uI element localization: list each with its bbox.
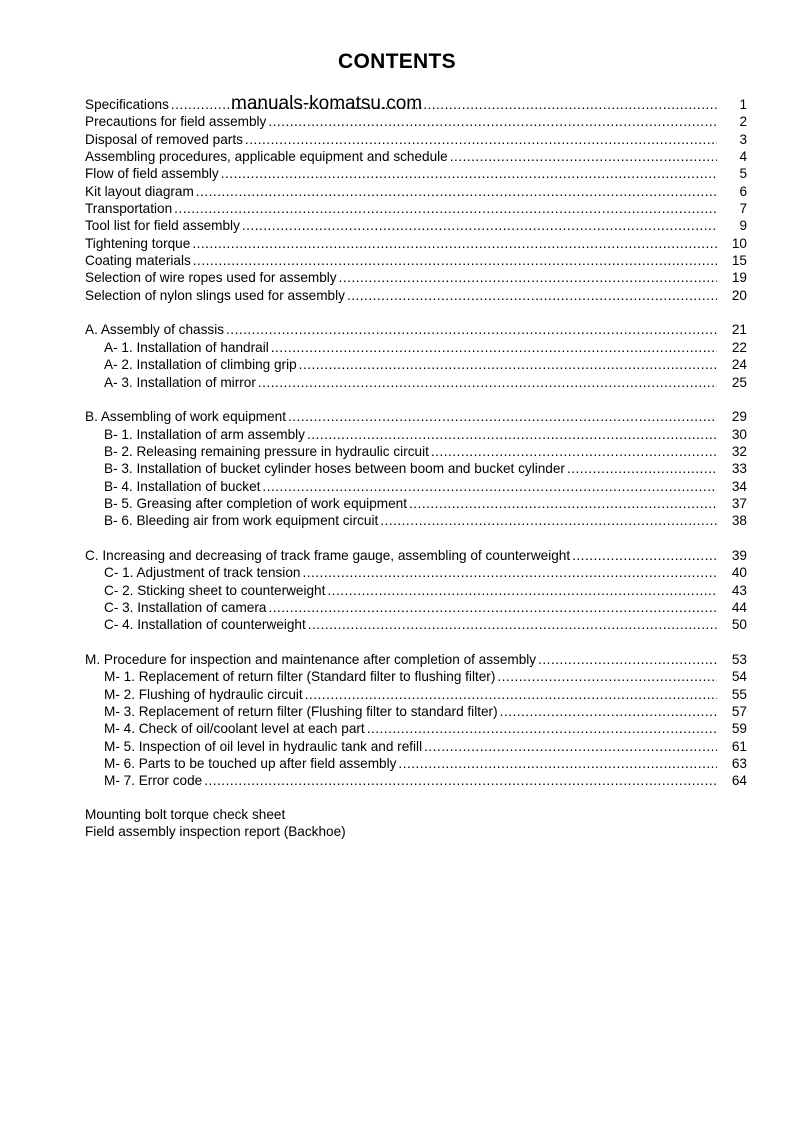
toc-entry-label: B. Assembling of work equipment <box>85 409 286 425</box>
toc-entry[interactable] <box>85 217 747 234</box>
toc-entry-page: 63 <box>731 756 747 772</box>
toc-entry-page: 57 <box>731 704 747 720</box>
toc-entry-label: Selection of nylon slings used for assembly <box>85 287 345 303</box>
toc-entry-page: 54 <box>731 669 747 685</box>
dot-leader <box>245 131 717 148</box>
toc-entry-page: 43 <box>731 582 747 598</box>
toc-subentry[interactable] <box>85 495 747 512</box>
toc-entry-label: Precautions for field assembly <box>85 114 267 130</box>
toc-entry-label: B- 6. Bleeding air from work equipment circuit <box>104 513 379 529</box>
dot-leader <box>268 599 717 616</box>
toc-subentry[interactable] <box>85 356 747 373</box>
toc-subentry[interactable] <box>85 339 747 356</box>
toc-entry-label: M- 7. Error code <box>104 773 203 789</box>
toc-entry-page: 6 <box>739 183 747 199</box>
dot-leader <box>262 478 717 495</box>
toc-section-b[interactable] <box>85 408 747 425</box>
toc-entry[interactable] <box>85 200 747 217</box>
toc-entry-page: 10 <box>731 235 747 251</box>
toc-entry-page: 9 <box>739 218 747 234</box>
toc-entry-page: 19 <box>731 270 747 286</box>
table-of-contents <box>85 96 747 790</box>
toc-entry-label: M- 4. Check of oil/coolant level at each part <box>104 721 365 737</box>
toc-subentry[interactable] <box>85 616 747 633</box>
toc-subentry[interactable] <box>85 460 747 477</box>
toc-entry-label: A- 3. Installation of mirror <box>104 374 256 390</box>
dot-leader <box>572 547 717 564</box>
toc-entry-label: Coating materials <box>85 253 191 269</box>
dot-leader <box>258 374 717 391</box>
toc-subentry[interactable] <box>85 512 747 529</box>
toc-entry-label: M- 2. Flushing of hydraulic circuit <box>104 686 303 702</box>
toc-entry-label: Transportation <box>85 201 173 217</box>
toc-entry-page: 30 <box>731 426 747 442</box>
toc-entry[interactable] <box>85 148 747 165</box>
toc-subentry[interactable] <box>85 426 747 443</box>
toc-entry-page: 21 <box>731 322 747 338</box>
toc-entry-label: Specifications <box>85 97 169 112</box>
dot-leader <box>305 686 717 703</box>
dot-leader <box>242 217 717 234</box>
toc-entry-label: M. Procedure for inspection and maintenance after completion of assembly <box>85 652 537 667</box>
toc-entry-page: 20 <box>731 287 747 303</box>
toc-entry-label: Tool list for field assembly <box>85 218 240 234</box>
watermark: manuals-komatsu.com <box>231 93 423 114</box>
dot-leader <box>302 564 717 581</box>
toc-entry[interactable] <box>85 235 747 252</box>
toc-entry-page: 5 <box>739 166 747 182</box>
toc-subentry[interactable] <box>85 668 747 685</box>
toc-entry-page: 25 <box>731 374 747 390</box>
dot-leader <box>193 252 717 269</box>
toc-entry-page: 50 <box>731 617 747 633</box>
toc-entry-page: 24 <box>731 357 747 373</box>
toc-subentry[interactable] <box>85 703 747 720</box>
toc-entry-label: M- 3. Replacement of return filter (Flushing filter to standard filter) <box>104 704 498 720</box>
toc-entry-page: 7 <box>739 201 747 217</box>
toc-entry-page: 22 <box>731 339 747 355</box>
toc-entry-page: 32 <box>731 443 747 459</box>
dot-leader <box>299 356 717 373</box>
dot-leader <box>268 113 717 130</box>
appendix-list <box>85 806 346 841</box>
toc-entry[interactable] <box>85 287 747 304</box>
appendix-item[interactable]: Field assembly inspection report (Backhoe) <box>85 824 346 840</box>
toc-entry-page: 2 <box>739 114 747 130</box>
toc-entry[interactable] <box>85 131 747 148</box>
toc-entry-label: B- 5. Greasing after completion of work equipment <box>104 495 407 511</box>
dot-leader <box>424 738 717 755</box>
toc-entry-label: C. Increasing and decreasing of track frame gauge, assembling of counterweight <box>85 547 571 563</box>
dot-leader <box>398 755 717 772</box>
toc-entry[interactable] <box>85 113 747 130</box>
toc-entry-label: Tightening torque <box>85 235 191 251</box>
toc-entry-label: C- 1. Adjustment of track tension <box>104 565 301 581</box>
dot-leader <box>271 339 717 356</box>
toc-section-m[interactable] <box>85 651 747 668</box>
toc-entry-label: Flow of field assembly <box>85 166 219 182</box>
dot-leader <box>307 426 717 443</box>
dot-leader <box>221 165 717 182</box>
toc-entry-page: 53 <box>731 652 747 667</box>
dot-leader <box>327 582 717 599</box>
toc-subentry[interactable] <box>85 374 747 391</box>
toc-entry-page: 39 <box>731 547 747 563</box>
dot-leader <box>204 772 717 789</box>
dot-leader <box>409 495 717 512</box>
toc-subentry[interactable] <box>85 564 747 581</box>
toc-entry-label: Kit layout diagram <box>85 183 194 199</box>
dot-leader <box>196 183 717 200</box>
dot-leader <box>450 148 717 165</box>
toc-section-a[interactable] <box>85 321 747 338</box>
dot-leader <box>339 269 717 286</box>
dot-leader <box>288 408 717 425</box>
toc-entry[interactable] <box>85 252 747 269</box>
dot-leader <box>308 616 717 633</box>
dot-leader <box>431 443 717 460</box>
dot-leader <box>347 287 717 304</box>
dot-leader <box>497 668 717 685</box>
toc-entry-label: B- 4. Installation of bucket <box>104 478 261 494</box>
toc-entry-label: Assembling procedures, applicable equipment and schedule <box>85 149 448 165</box>
toc-entry-page: 55 <box>731 686 747 702</box>
toc-section-c[interactable] <box>85 547 747 564</box>
toc-entry-label: M- 1. Replacement of return filter (Standard filter to flushing filter) <box>104 669 496 685</box>
toc-entry-label: C- 4. Installation of counterweight <box>104 617 306 633</box>
toc-entry-page: 61 <box>731 738 747 754</box>
toc-entry-page: 40 <box>731 565 747 581</box>
toc-subentry[interactable] <box>85 772 747 789</box>
dot-leader <box>500 703 717 720</box>
dot-leader <box>192 235 717 252</box>
toc-subentry[interactable] <box>85 443 747 460</box>
toc-entry-page: 15 <box>731 253 747 269</box>
toc-entry-label: C- 3. Installation of camera <box>104 599 267 615</box>
toc-entry-page: 29 <box>731 409 747 425</box>
toc-entry-label: Disposal of removed parts <box>85 131 243 147</box>
dot-leader <box>226 321 717 338</box>
dot-leader <box>367 720 717 737</box>
toc-entry-label: M- 5. Inspection of oil level in hydraulic tank and refill <box>104 738 423 754</box>
toc-entry-page: 1 <box>739 97 747 112</box>
toc-entry-page: 64 <box>731 773 747 789</box>
appendix-item[interactable]: Mounting bolt torque check sheet <box>85 807 286 822</box>
toc-entry-page: 33 <box>731 461 747 477</box>
toc-entry[interactable] <box>85 96 747 113</box>
toc-entry-page: 59 <box>731 721 747 737</box>
toc-entry-page: 34 <box>731 478 747 494</box>
toc-subentry[interactable] <box>85 686 747 703</box>
toc-entry-label: A- 2. Installation of climbing grip <box>104 357 297 373</box>
dot-leader <box>171 96 717 113</box>
toc-entry-label: B- 2. Releasing remaining pressure in hydraulic circuit <box>104 443 429 459</box>
dot-leader <box>174 200 717 217</box>
toc-subentry[interactable] <box>85 755 747 772</box>
toc-entry-page: 38 <box>731 513 747 529</box>
toc-subentry[interactable] <box>85 720 747 737</box>
dot-leader <box>380 512 717 529</box>
toc-subentry[interactable] <box>85 478 747 495</box>
toc-entry-label: A- 1. Installation of handrail <box>104 339 269 355</box>
toc-subentry[interactable] <box>85 582 747 599</box>
toc-subentry[interactable] <box>85 738 747 755</box>
toc-entry-page: 37 <box>731 495 747 511</box>
toc-entry-page: 44 <box>731 599 747 615</box>
toc-subentry[interactable] <box>85 599 747 616</box>
toc-entry[interactable] <box>85 165 747 182</box>
page-title: CONTENTS <box>338 50 456 73</box>
toc-entry[interactable] <box>85 183 747 200</box>
toc-entry-page: 3 <box>739 131 747 147</box>
dot-leader <box>567 460 717 477</box>
toc-entry-page: 4 <box>739 149 747 165</box>
toc-entry-label: M- 6. Parts to be touched up after field assembly <box>104 756 397 772</box>
toc-entry-label: A. Assembly of chassis <box>85 322 225 338</box>
toc-entry[interactable] <box>85 269 747 286</box>
toc-entry-label: B- 1. Installation of arm assembly <box>104 426 305 442</box>
toc-entry-label: C- 2. Sticking sheet to counterweight <box>104 582 326 598</box>
dot-leader <box>538 651 717 668</box>
toc-entry-label: B- 3. Installation of bucket cylinder hoses between boom and bucket cylinder <box>104 461 565 477</box>
toc-entry-label: Selection of wire ropes used for assembly <box>85 270 337 286</box>
